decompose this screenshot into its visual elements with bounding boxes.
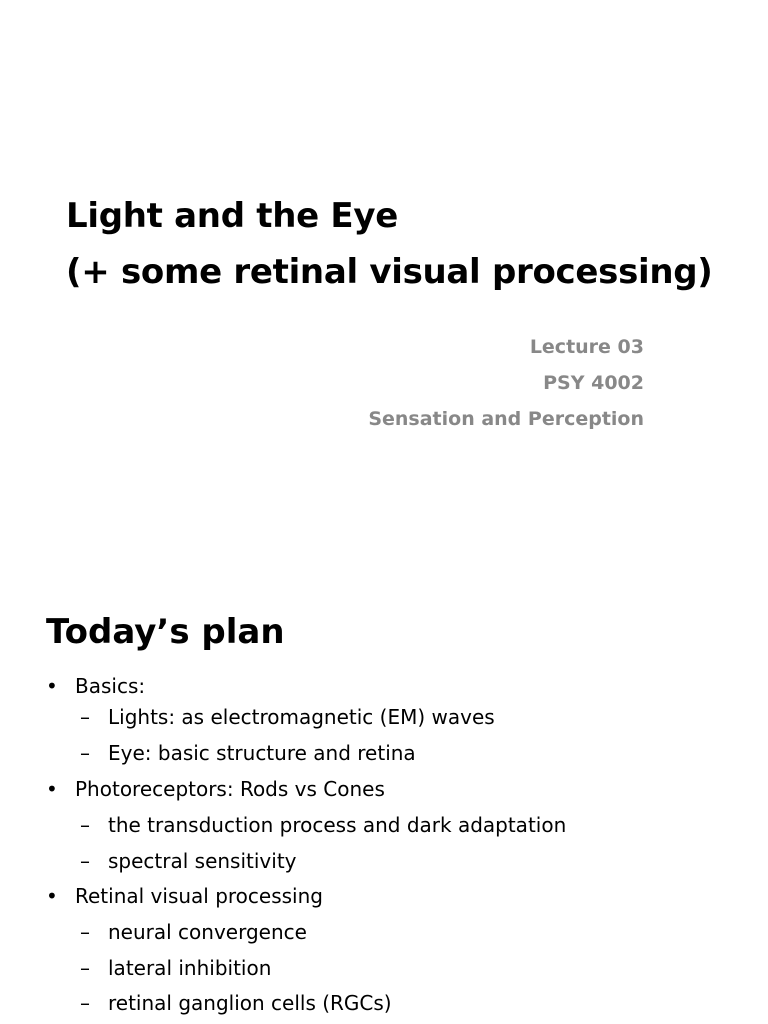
- list-item-text: Photoreceptors: Rods vs Cones: [75, 777, 385, 801]
- list-item-text: the transduction process and dark adaptation: [108, 813, 567, 837]
- list-item-text: Basics:: [75, 674, 146, 698]
- dash-icon: –: [80, 849, 90, 873]
- list-item-text: spectral sensitivity: [108, 849, 297, 873]
- dash-icon: –: [80, 991, 90, 1015]
- bullet-icon: •: [46, 674, 58, 698]
- list-item-text: neural convergence: [108, 920, 307, 944]
- dash-icon: –: [80, 956, 90, 980]
- bullet-icon: •: [46, 777, 58, 801]
- slide-title-line-2: (+ some retinal visual processing): [66, 252, 713, 292]
- list-item-text: retinal ganglion cells (RGCs): [108, 991, 392, 1015]
- dash-icon: –: [80, 741, 90, 765]
- bullet-icon: •: [46, 884, 58, 908]
- list-item-text: Eye: basic structure and retina: [108, 741, 416, 765]
- dash-icon: –: [80, 920, 90, 944]
- list-item-text: lateral inhibition: [108, 956, 272, 980]
- plan-slide-title: Today’s plan: [46, 612, 285, 652]
- list-item-text: Lights: as electromagnetic (EM) waves: [108, 705, 495, 729]
- dash-icon: –: [80, 705, 90, 729]
- subtitle-course-code: PSY 4002: [543, 372, 644, 394]
- slide-title-line-1: Light and the Eye: [66, 196, 398, 236]
- subtitle-lecture: Lecture 03: [529, 336, 644, 358]
- dash-icon: –: [80, 813, 90, 837]
- subtitle-course-name: Sensation and Perception: [368, 408, 644, 430]
- plan-slide: [0, 576, 768, 1024]
- list-item-text: Retinal visual processing: [75, 884, 323, 908]
